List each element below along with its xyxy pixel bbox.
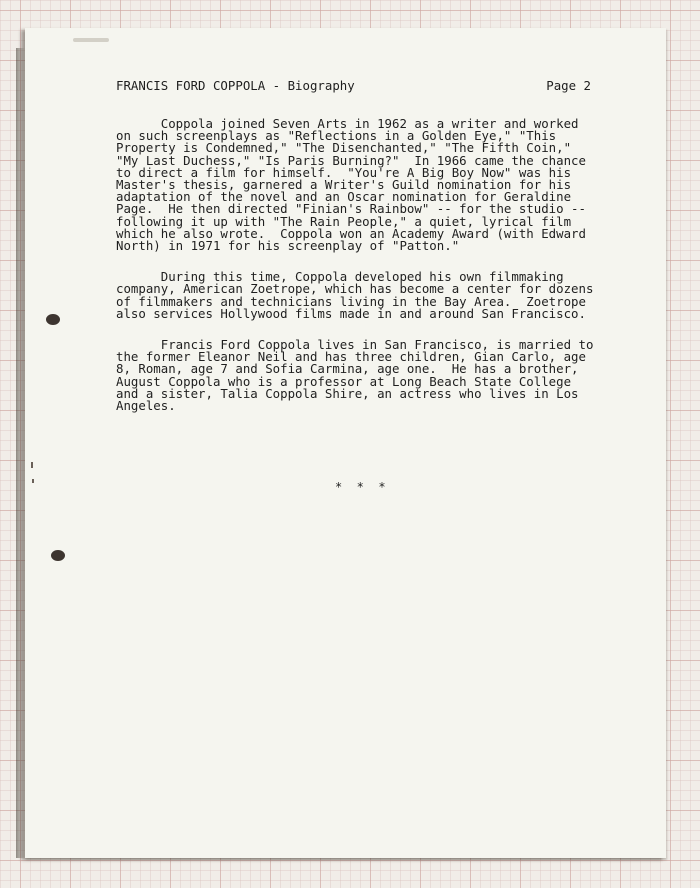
text-line: company, American Zoetrope, which has become a center for dozens xyxy=(116,281,594,297)
text-line: to direct a film for himself. "You're A Big Boy Now" was his xyxy=(116,164,572,180)
document-title: FRANCIS FORD COPPOLA - Biography xyxy=(116,78,355,93)
text-line: Coppola joined Seven Arts in 1962 as a writer and worked xyxy=(116,116,579,131)
text-line: Angeles. xyxy=(116,398,176,414)
edge-mark xyxy=(31,462,33,468)
text-line: the former Eleanor Neil and has three children, Gian Carlo, age xyxy=(116,349,586,365)
text-line: Page. He then directed "Finian's Rainbow" -- for the studio -- xyxy=(116,201,586,217)
page-number: Page 2 xyxy=(546,78,591,93)
text-line: also services Hollywood films made in and around San Francisco. xyxy=(116,305,586,321)
text-line: Francis Ford Coppola lives in San Francisco, is married to xyxy=(116,337,594,353)
punch-hole-top xyxy=(46,314,60,325)
text-line: adaptation of the novel and an Oscar nomination for Geraldine xyxy=(116,189,572,205)
edge-mark xyxy=(32,479,34,483)
document-body xyxy=(116,118,628,431)
text-line: During this time, Coppola developed his own filmmaking xyxy=(116,269,564,285)
punch-hole-bottom xyxy=(51,550,65,561)
paragraph xyxy=(116,339,628,412)
text-line: "My Last Duchess," "Is Paris Burning?" In 1966 came the chance xyxy=(116,152,586,168)
text-line: which he also wrote. Coppola won an Academy Award (with Edward xyxy=(116,225,586,241)
end-mark: * * * xyxy=(335,480,386,494)
paragraph xyxy=(116,271,628,320)
text-line: following it up with "The Rain People," a quiet, lyrical film xyxy=(116,213,572,229)
document-page xyxy=(25,28,666,858)
paragraph xyxy=(116,118,628,252)
text-line: and a sister, Talia Coppola Shire, an actress who lives in Los xyxy=(116,385,579,401)
text-line: Property is Condemned," "The Disenchanted," "The Fifth Coin," xyxy=(116,140,572,156)
text-line: 8, Roman, age 7 and Sofia Carmina, age one. He has a brother, xyxy=(116,361,579,377)
text-line: Master's thesis, garnered a Writer's Guild nomination for his xyxy=(116,177,572,193)
page-header xyxy=(116,78,591,93)
text-line: August Coppola who is a professor at Long Beach State College xyxy=(116,373,572,389)
paper-stain xyxy=(73,38,109,42)
text-line: on such screenplays as "Reflections in a Golden Eye," "This xyxy=(116,128,557,144)
text-line: of filmmakers and technicians living in the Bay Area. Zoetrope xyxy=(116,293,586,309)
text-line: North) in 1971 for his screenplay of "Patton." xyxy=(116,238,460,254)
